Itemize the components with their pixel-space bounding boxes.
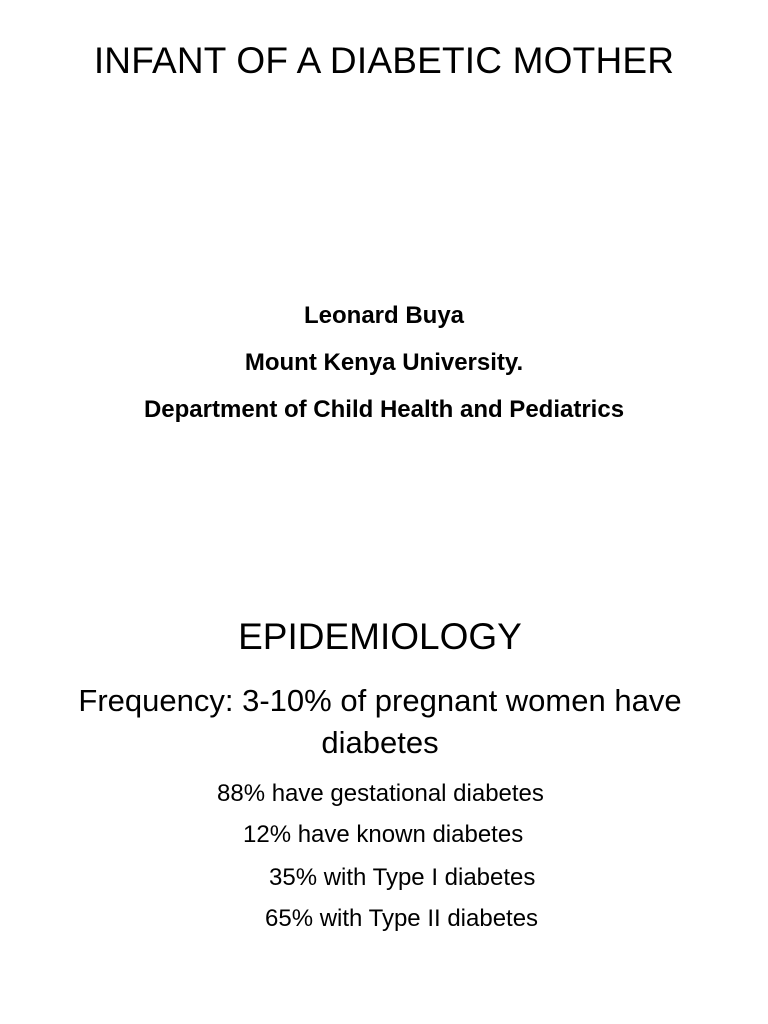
epidemiology-slide	[0, 512, 768, 1024]
stat-type-2: 65% with Type II diabetes	[265, 905, 539, 932]
department-name: Department of Child Health and Pediatrics	[143, 396, 625, 423]
slide-title: INFANT OF A DIABETIC MOTHER	[93, 40, 675, 81]
author-name: Leonard Buya	[303, 302, 465, 329]
stat-type-1: 35% with Type I diabetes	[269, 864, 536, 891]
author-block	[0, 292, 768, 433]
slide-heading: EPIDEMIOLOGY	[238, 616, 522, 657]
stat-gestational: 88% have gestational diabetes	[217, 780, 544, 807]
stat-known: 12% have known diabetes	[243, 821, 524, 848]
institution-name: Mount Kenya University.	[244, 349, 524, 376]
frequency-statement: Frequency: 3-10% of pregnant women have diabetes	[78, 683, 682, 760]
